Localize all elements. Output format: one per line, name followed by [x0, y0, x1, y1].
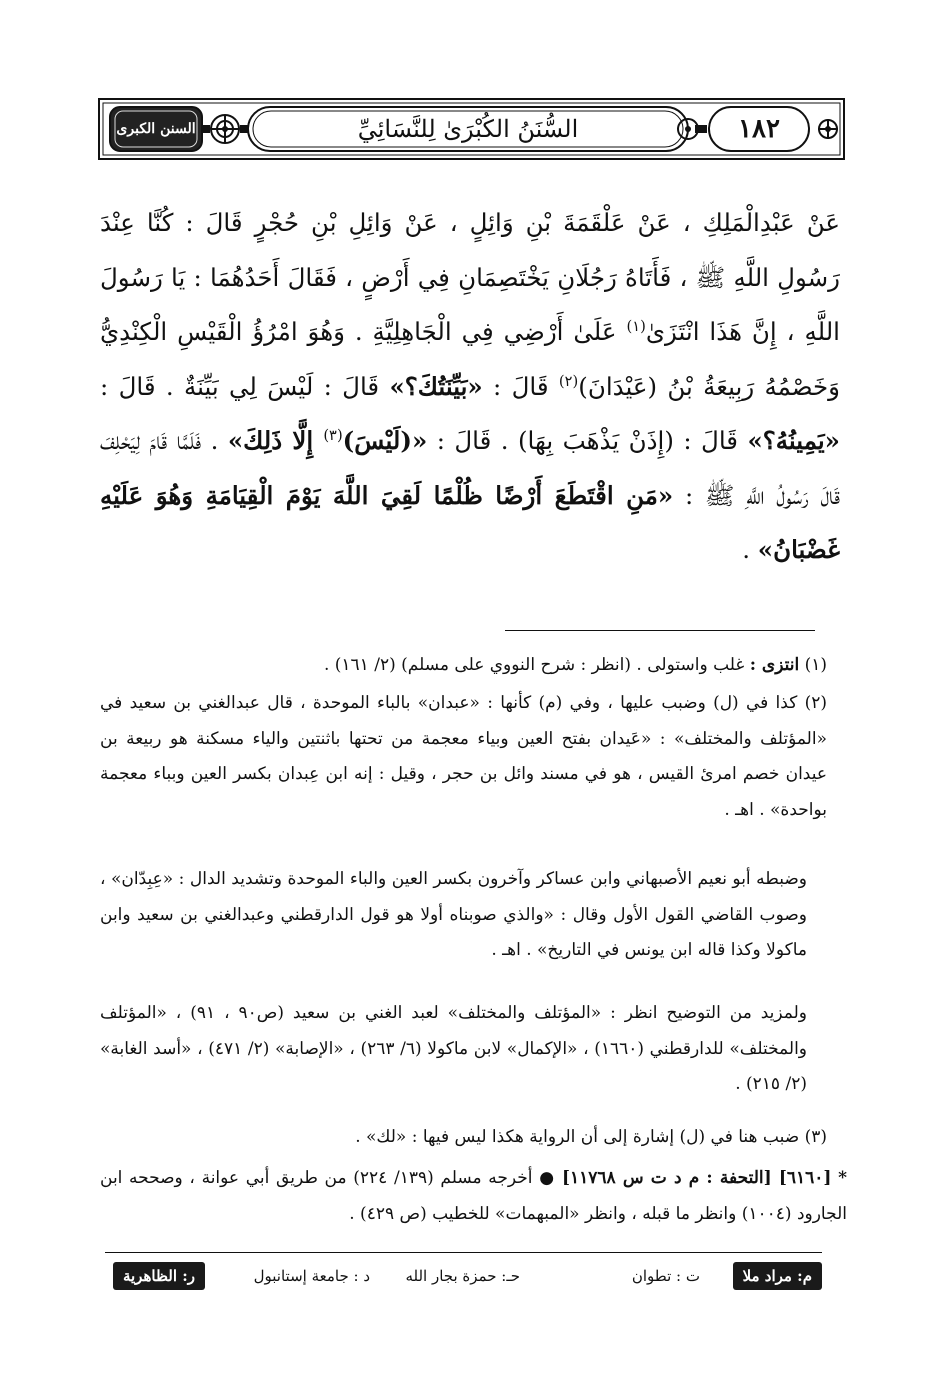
- narration-text: قَالَ : (إِذَنْ يَذْهَبَ بِهَا) . قَالَ :: [427, 426, 748, 455]
- source-m: م: مراد ملا: [733, 1262, 822, 1290]
- prophetic-speech: «مَنِ اقْتَطَعَ أَرْضًا ظُلْمًا لَقِيَ اللَّهَ يَوْمَ الْقِيَامَةِ وَهُوَ عَلَيْهِ غَضْبَانُ»: [100, 480, 840, 564]
- page-header: [98, 98, 845, 160]
- prophetic-speech: «(لَيْسَ): [342, 426, 428, 455]
- footnote-divider: [505, 630, 815, 631]
- tuhfa-reference: [100, 1161, 847, 1232]
- source-r: ر: الظاهرية: [113, 1262, 205, 1290]
- source-h: حـ: حمزة بجار الله: [405, 1267, 520, 1285]
- narration-text: .: [742, 535, 758, 564]
- manuscript-sources: [105, 1262, 822, 1290]
- star-marker: *: [838, 1168, 848, 1188]
- source-d: د : جامعة إستانبول: [253, 1267, 370, 1285]
- sources-divider: [105, 1252, 822, 1253]
- narration-text: قَالَ : لَيْسَ لِي بَيِّنَةٌ . قَالَ :: [100, 371, 390, 401]
- footnote-3-text: (٣) ضبب هنا في (ل) إشارة إلى أن الرواية هكذا ليس فيها : «لك» .: [355, 1127, 827, 1147]
- hadith-text: [100, 196, 840, 578]
- prophetic-speech: «بَيِّنَتُكَ؟»: [389, 371, 483, 401]
- footnote-ref: (١): [626, 317, 646, 335]
- footnote-2-para-2: وضبطه أبو نعيم الأصبهاني وابن عساكر وآخرون بكسر العين والباء الموحدة وتشديد الدال : «عِبِدّان» ، وصوب القاضي القول الأول وقال : «والذي صوبناه أولا هو قول الدارقطني وعبدالغني بن سعيد وابن ماكولا وكذا قاله ابن يونس في التاريخ» . اهـ .: [100, 869, 807, 960]
- page-number: ١٨٢: [738, 114, 780, 144]
- footnote-1-number: (١): [804, 655, 827, 675]
- tuhfa-ref: [٦١٦٠] [التحفة : م د ت س ١١٧٦٨]: [561, 1168, 832, 1188]
- footnote-1: [100, 648, 827, 684]
- footnote-ref: (٢): [558, 372, 579, 390]
- footnote-ref: (٣): [323, 426, 343, 444]
- book-title: السُّنَنُ الكُبْرَىٰ لِلنَّسَائِيِّ: [357, 115, 579, 143]
- source-t: ت : تطوان: [631, 1267, 700, 1285]
- footnote-3: [100, 1120, 827, 1156]
- footnote-1-text: غلب واستولى . (انظر : شرح النووي على مسلم) (٢/ ١٦١) .: [323, 655, 745, 675]
- footnote-2-cont: [100, 862, 827, 969]
- narration-text: عَنْ عَبْدِالْمَلِكِ ، عَنْ عَلْقَمَةَ بْنِ وَائِلٍ ، عَنْ وَائِلِ بْنِ حُجْرٍ قَالَ : كُنَّا عِنْدَ رَسُولِ اللَّهِ ﷺ ، فَأَتَاهُ رَجُلَانِ يَخْتَصِمَانِ فِي أَرْضٍ ، فَقَالَ أَحَدُهُمَا : يَا رَسُولَ اللَّهِ ، إِنَّ هَذَا انْتَزَىٰ: [100, 208, 840, 346]
- footnote-2-para-3: ولمزيد من التوضيح انظر : «المؤتلف والمختلف» لعبد الغني بن سعيد (ص٩٠ ، ٩١) ، «المؤتلف والمختلف» للدارقطني (١٦٦٠) ، «الإكمال» لابن ماكولا (٦/ ٢٦٣) ، «الإصابة» (٢/ ٤٧١) ، «أسد الغابة» (٢/ ٢١٥) .: [100, 1003, 807, 1094]
- prophetic-speech: إِلَّا ذَلِكَ»: [227, 426, 324, 455]
- footnote-2-refs: [100, 996, 827, 1103]
- footnote-1-term: انتزى :: [749, 655, 800, 675]
- tuhfa-text: أخرجه مسلم (١٣٩/ ٢٢٤) من طريق أبي عوانة ، وصححه ابن الجارود (١٠٠٤) وانظر ما قبله ، وانظر «المبهمات» للخطيب (ص ٤٢٩) .: [100, 1168, 847, 1224]
- bullet-icon: ●: [539, 1168, 556, 1188]
- narration-text: . فَلَمَّا قَامَ لِيَحْلِفَ قَالَ رَسُولُ اللَّهِ ﷺ :: [100, 426, 840, 510]
- footnote-2-para-1: (٢) كذا في (ل) وضبب عليها ، وفي (م) كأنها : «عبدان» بالباء الموحدة ، قال عبدالغني بن سعيد في «المؤتلف والمختلف» : «عَيدان بفتح العين وبياء معجمة من تحتها باثنتين والياء مسكنة هو ربيعة بن عيدان خصم امرئ القيس ، هو في مسند وائل بن حجر ، وقيل : إنه ابن عِبدان بكسر العين وبباء معجمة بواحدة» . اهـ .: [100, 693, 827, 820]
- prophetic-speech: «يَمِينُهُ؟»: [747, 426, 840, 455]
- footnote-2: [100, 686, 827, 828]
- narration-text: عَلَىٰ أَرْضِي فِي الْجَاهِلِيَّةِ . وَهُوَ امْرُؤُ الْقَيْسِ الْكِنْدِيُّ وَخَصْمُهُ رَبِيعَةُ بْنُ (عَيْدَانَ): [100, 317, 840, 401]
- narration-text: قَالَ :: [482, 371, 559, 401]
- book-emblem: السنن الكبرى: [116, 121, 196, 137]
